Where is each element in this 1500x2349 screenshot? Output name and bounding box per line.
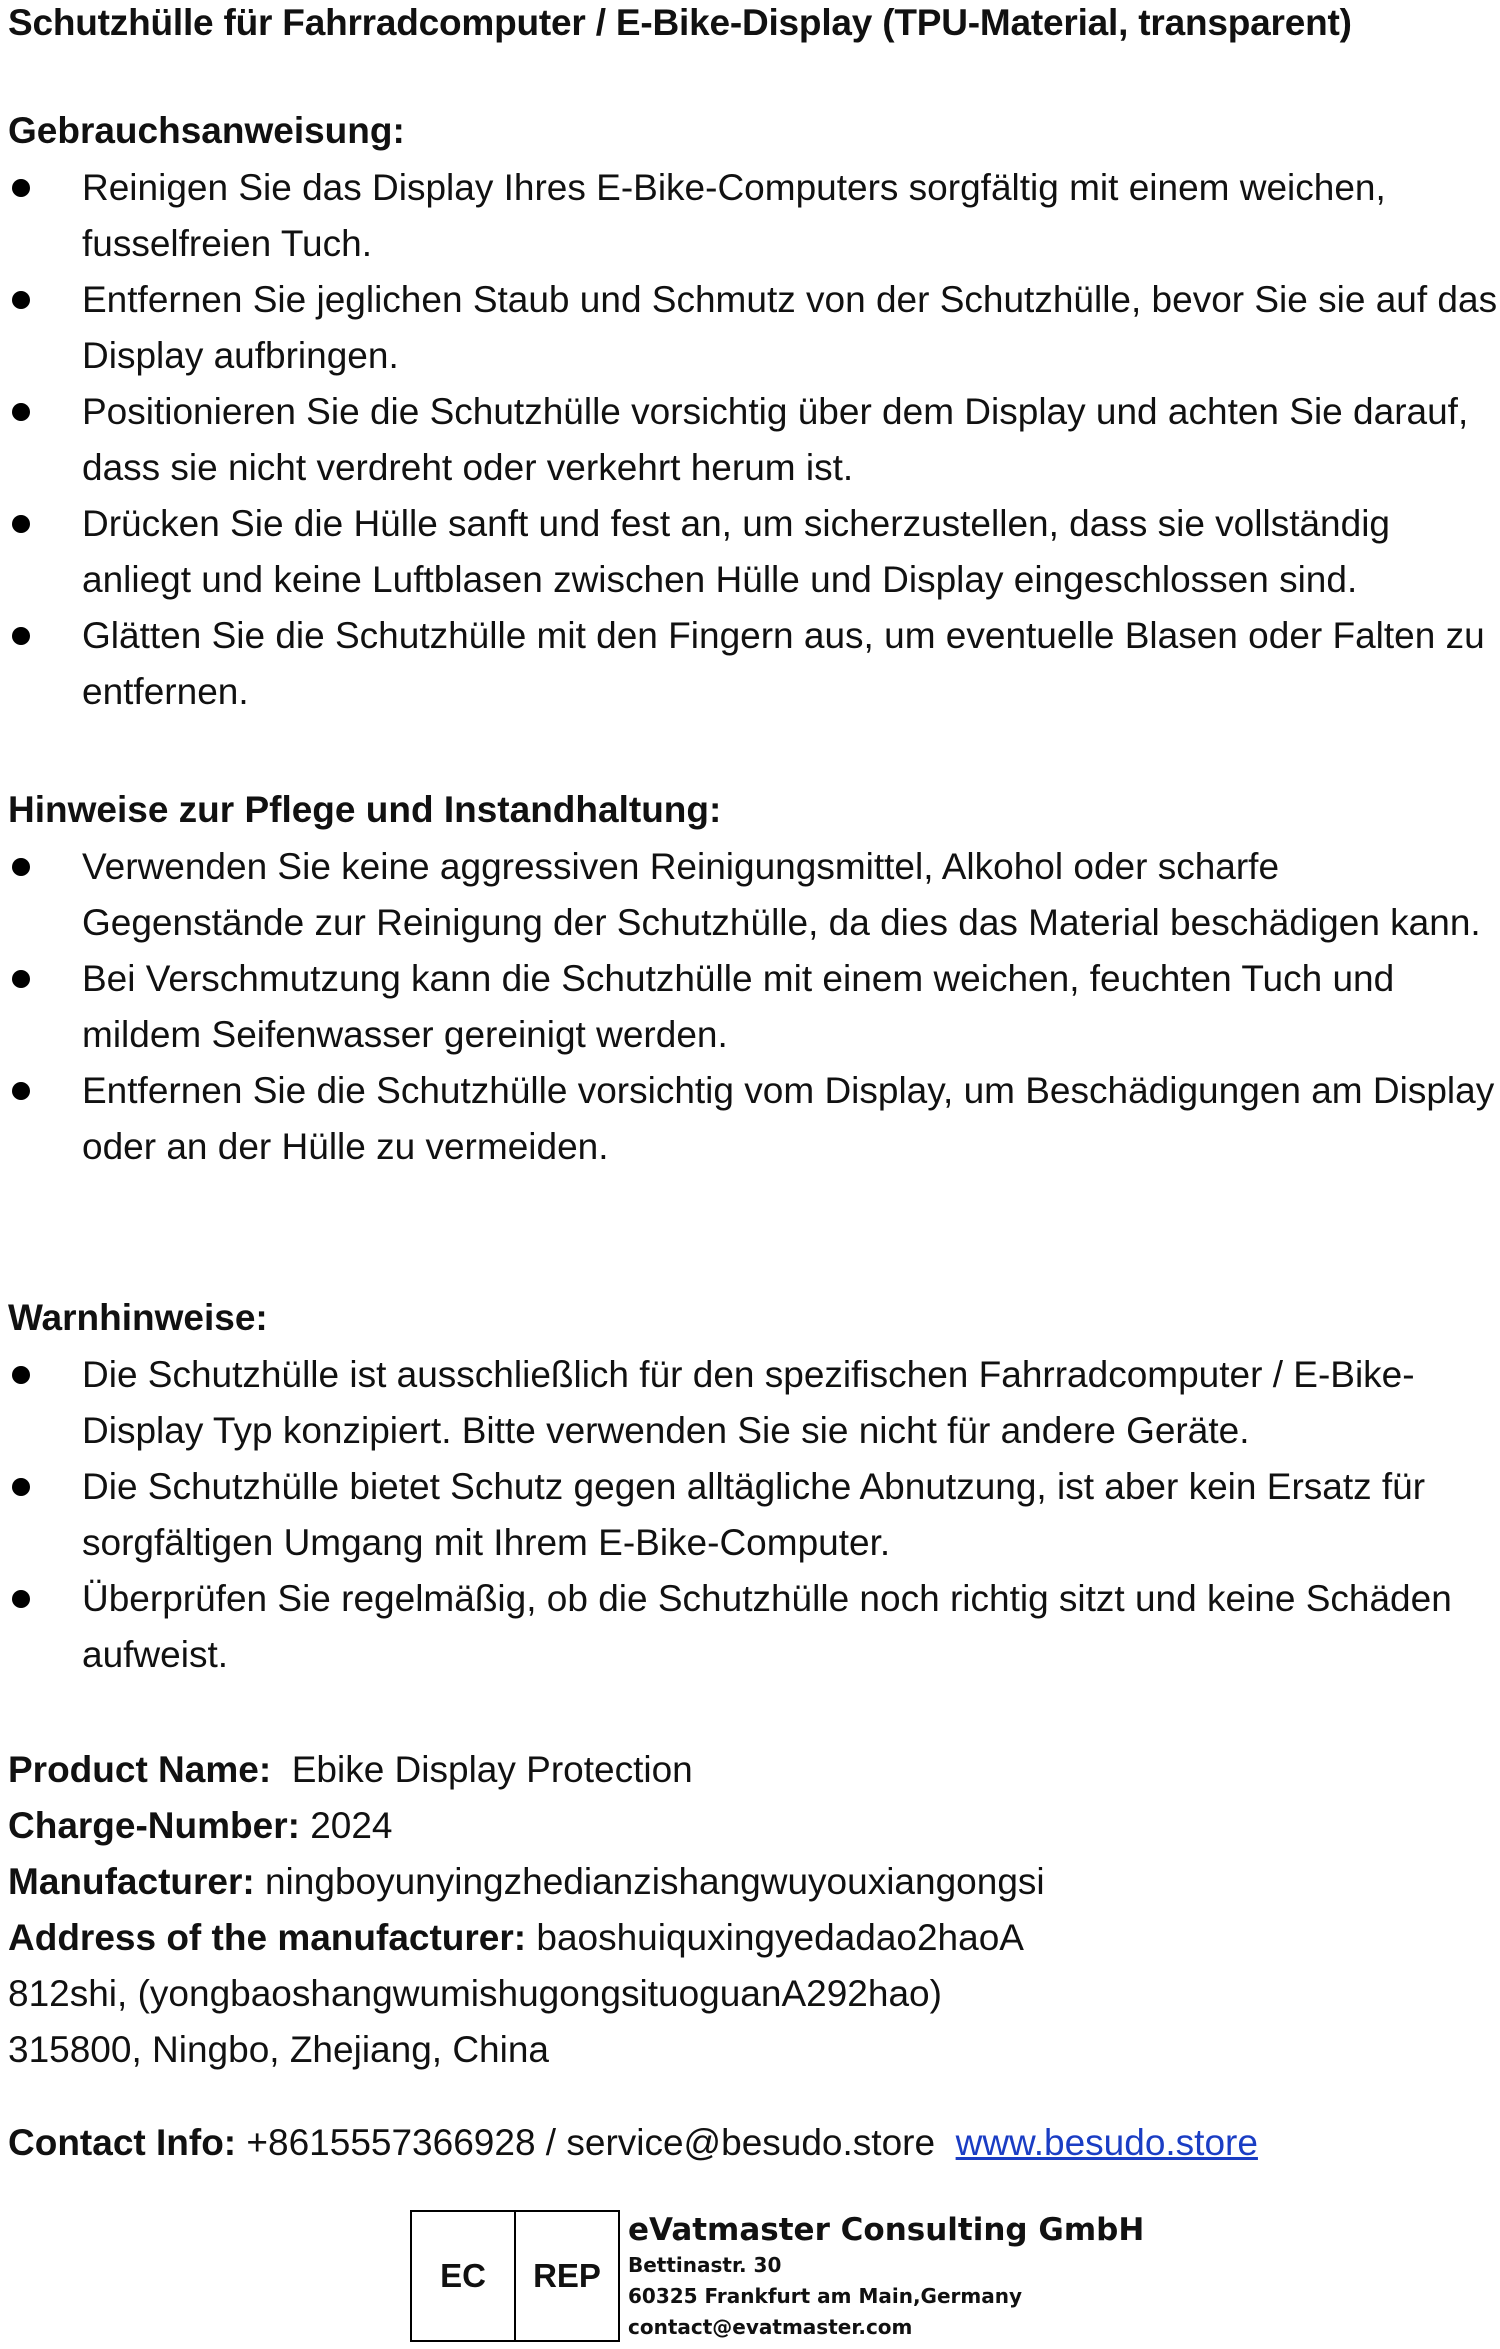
ec-rep-city: 60325 Frankfurt am Main,Germany: [628, 2284, 1022, 2308]
bullet-icon: [12, 291, 30, 309]
ec-rep-email: contact@evatmaster.com: [628, 2315, 913, 2339]
product-name-row: [8, 1742, 693, 1798]
list-item: Drücken Sie die Hülle sanft und fest an, um sicherzustellen, dass sie vollständig anliegt und keine Luftblasen zwischen Hülle und Display eingeschlossen sind.: [0, 496, 1500, 608]
ec-rep-street: Bettinastr. 30: [628, 2253, 782, 2277]
list-item: Positionieren Sie die Schutzhülle vorsichtig über dem Display und achten Sie darauf, dass sie nicht verdreht oder verkehrt herum ist.: [0, 384, 1500, 496]
manufacturer-value: ningboyunyingzhedianzishangwuyouxiangongsi: [264, 1861, 1045, 1902]
section-heading-care: Hinweise zur Pflege und Instandhaltung:: [8, 789, 722, 830]
list-item: Die Schutzhülle ist ausschließlich für den spezifischen Fahrradcomputer / E-Bike-Display Typ konzipiert. Bitte verwenden Sie sie nicht für andere Geräte.: [0, 1347, 1500, 1459]
contact-value: +8615557366928 / service@besudo.store: [246, 2122, 936, 2163]
ec-rep-symbol: [410, 2210, 620, 2342]
product-name-label: Product Name:: [8, 1749, 272, 1790]
list-item: Entfernen Sie jeglichen Staub und Schmutz von der Schutzhülle, bevor Sie sie auf das Display aufbringen.: [0, 272, 1500, 384]
section-heading-usage: Gebrauchsanweisung:: [8, 110, 405, 151]
section-heading-warnings: Warnhinweise:: [8, 1297, 268, 1338]
bullet-icon: [12, 515, 30, 533]
ec-rep-cell-ec: EC: [440, 2257, 486, 2294]
bullet-icon: [12, 970, 30, 988]
address-row: [8, 1910, 1024, 1966]
address-line-2: 812shi, (yongbaoshangwumishugongsituoguanA292hao): [8, 1973, 942, 2014]
list-item: Entfernen Sie die Schutzhülle vorsichtig vom Display, um Beschädigungen am Display oder an der Hülle zu vermeiden.: [0, 1063, 1500, 1175]
website-link[interactable]: www.besudo.store: [955, 2122, 1258, 2163]
address-label: Address of the manufacturer:: [8, 1917, 527, 1958]
bullet-icon: [12, 627, 30, 645]
usage-list: [0, 160, 1500, 720]
list-item: Reinigen Sie das Display Ihres E-Bike-Computers sorgfältig mit einem weichen, fusselfreien Tuch.: [0, 160, 1500, 272]
contact-label: Contact Info:: [8, 2122, 237, 2163]
ec-rep-company-block: [628, 2210, 1144, 2343]
warnings-list: [0, 1347, 1500, 1683]
bullet-icon: [12, 1366, 30, 1384]
list-item: Bei Verschmutzung kann die Schutzhülle mit einem weichen, feuchten Tuch und mildem Seifenwasser gereinigt werden.: [0, 951, 1500, 1063]
list-item: Verwenden Sie keine aggressiven Reinigungsmittel, Alkohol oder scharfe Gegenstände zur Reinigung der Schutzhülle, da dies das Material beschädigen kann.: [0, 839, 1500, 951]
manufacturer-row: [8, 1854, 1045, 1910]
ec-rep-cell-rep: REP: [514, 2212, 618, 2340]
list-item: Überprüfen Sie regelmäßig, ob die Schutzhülle noch richtig sitzt und keine Schäden aufweist.: [0, 1571, 1500, 1683]
charge-number-row: [8, 1798, 393, 1854]
charge-number-value: 2024: [310, 1805, 393, 1846]
contact-row: [8, 2115, 1258, 2171]
bullet-icon: [12, 403, 30, 421]
charge-number-label: Charge-Number:: [8, 1805, 300, 1846]
address-line-1: baoshuiquxingyedadao2haoA: [536, 1917, 1024, 1958]
list-item: Die Schutzhülle bietet Schutz gegen alltägliche Abnutzung, ist aber kein Ersatz für sorgfältigen Umgang mit Ihrem E-Bike-Computer.: [0, 1459, 1500, 1571]
care-list: [0, 839, 1500, 1175]
list-item: Glätten Sie die Schutzhülle mit den Fingern aus, um eventuelle Blasen oder Falten zu entfernen.: [0, 608, 1500, 720]
bullet-icon: [12, 1082, 30, 1100]
bullet-icon: [12, 179, 30, 197]
product-name-value: Ebike Display Protection: [291, 1749, 693, 1790]
bullet-icon: [12, 1478, 30, 1496]
document-title: Schutzhülle für Fahrradcomputer / E-Bike-Display (TPU-Material, transparent): [8, 2, 1352, 43]
address-line-3: 315800, Ningbo, Zhejiang, China: [8, 2029, 549, 2070]
ec-rep-company-name: eVatmaster Consulting GmbH: [628, 2212, 1145, 2248]
bullet-icon: [12, 1590, 30, 1608]
bullet-icon: [12, 858, 30, 876]
manufacturer-label: Manufacturer:: [8, 1861, 255, 1902]
